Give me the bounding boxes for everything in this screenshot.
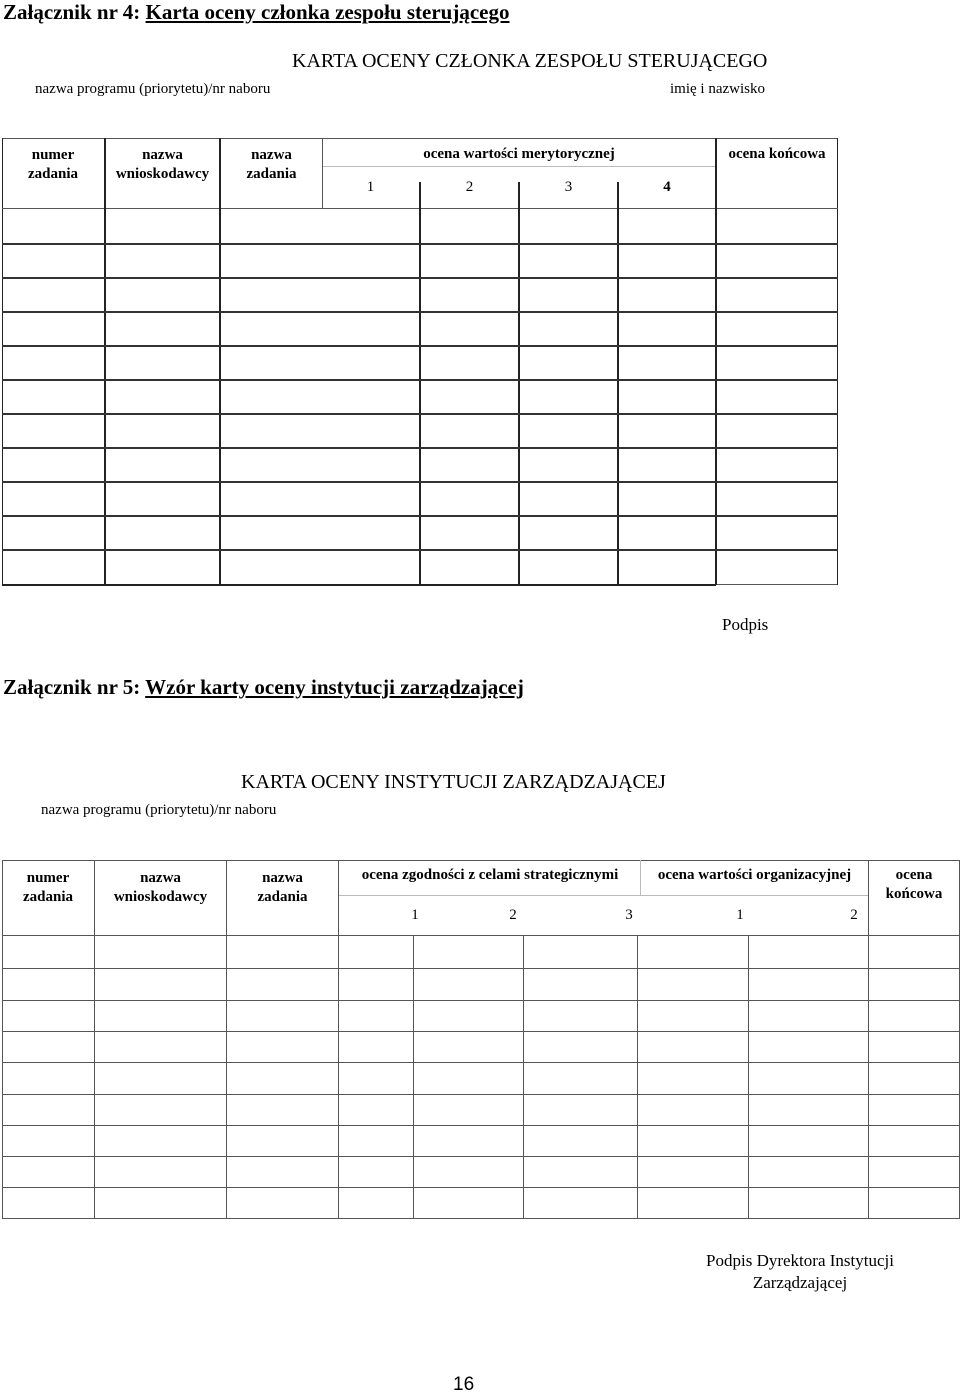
section5-program-label: nazwa programu (priorytetu)/nr naboru [41, 802, 277, 818]
section4-program-label: nazwa programu (priorytetu)/nr naboru [35, 81, 271, 97]
section4-heading-title: Karta oceny członka zespołu sterującego [145, 0, 510, 24]
col-header-merytoryczna: ocena wartości merytorycznej [423, 146, 615, 162]
page-number: 16 [453, 1374, 475, 1395]
col-header-numer: numer zadania [27, 147, 78, 182]
sub-header-2: 2 [509, 907, 517, 923]
col-header-organizacyjna: ocena wartości organizacyjnej [657, 867, 852, 883]
sub-header-4: 4 [663, 179, 671, 195]
col-header-zadanie: nazwa zadania [257, 870, 308, 905]
section5-heading-title: Wzór karty oceny instytucji zarządzającej [145, 675, 524, 699]
col-header-wnioskodawca: nazwa wnioskodawcy [113, 870, 208, 905]
sub-header-1: 1 [411, 907, 419, 923]
signature-line-1: Podpis Dyrektora Instytucji [706, 1251, 894, 1270]
section4-name-label: imię i nazwisko [670, 81, 765, 97]
section5-card-title: KARTA OCENY INSTYTUCJI ZARZĄDZAJĄCEJ [241, 771, 666, 793]
section4-signature: Podpis [722, 615, 769, 634]
col-header-numer: numer zadania [22, 870, 73, 905]
sub-header-5: 2 [850, 907, 858, 923]
section4-table [0, 138, 840, 586]
section5-heading [3, 675, 524, 700]
col-header-koncowa: ocena końcowa [728, 146, 826, 162]
sub-header-3: 3 [564, 179, 573, 195]
col-header-wnioskodawca: nazwa wnioskodawcy [115, 147, 210, 182]
sub-header-3: 3 [625, 907, 633, 923]
col-header-zadanie: nazwa zadania [246, 147, 297, 182]
section5-table [0, 860, 960, 1220]
sub-header-2: 2 [465, 179, 474, 195]
section4-heading-prefix: Załącznik nr 4: [3, 0, 146, 24]
section4-card-title: KARTA OCENY CZŁONKA ZESPOŁU STERUJĄCEGO [292, 50, 768, 72]
signature-line-2: Zarządzającej [752, 1273, 848, 1292]
sub-header-1: 1 [366, 179, 375, 195]
col-header-koncowa: ocena końcowa [885, 867, 943, 902]
section5-signature [690, 1250, 910, 1294]
sub-header-4: 1 [736, 907, 744, 923]
col-header-zgodnosc: ocena zgodności z celami strategicznymi [361, 867, 619, 883]
section5-heading-prefix: Załącznik nr 5: [3, 675, 146, 699]
section4-heading [3, 0, 509, 25]
